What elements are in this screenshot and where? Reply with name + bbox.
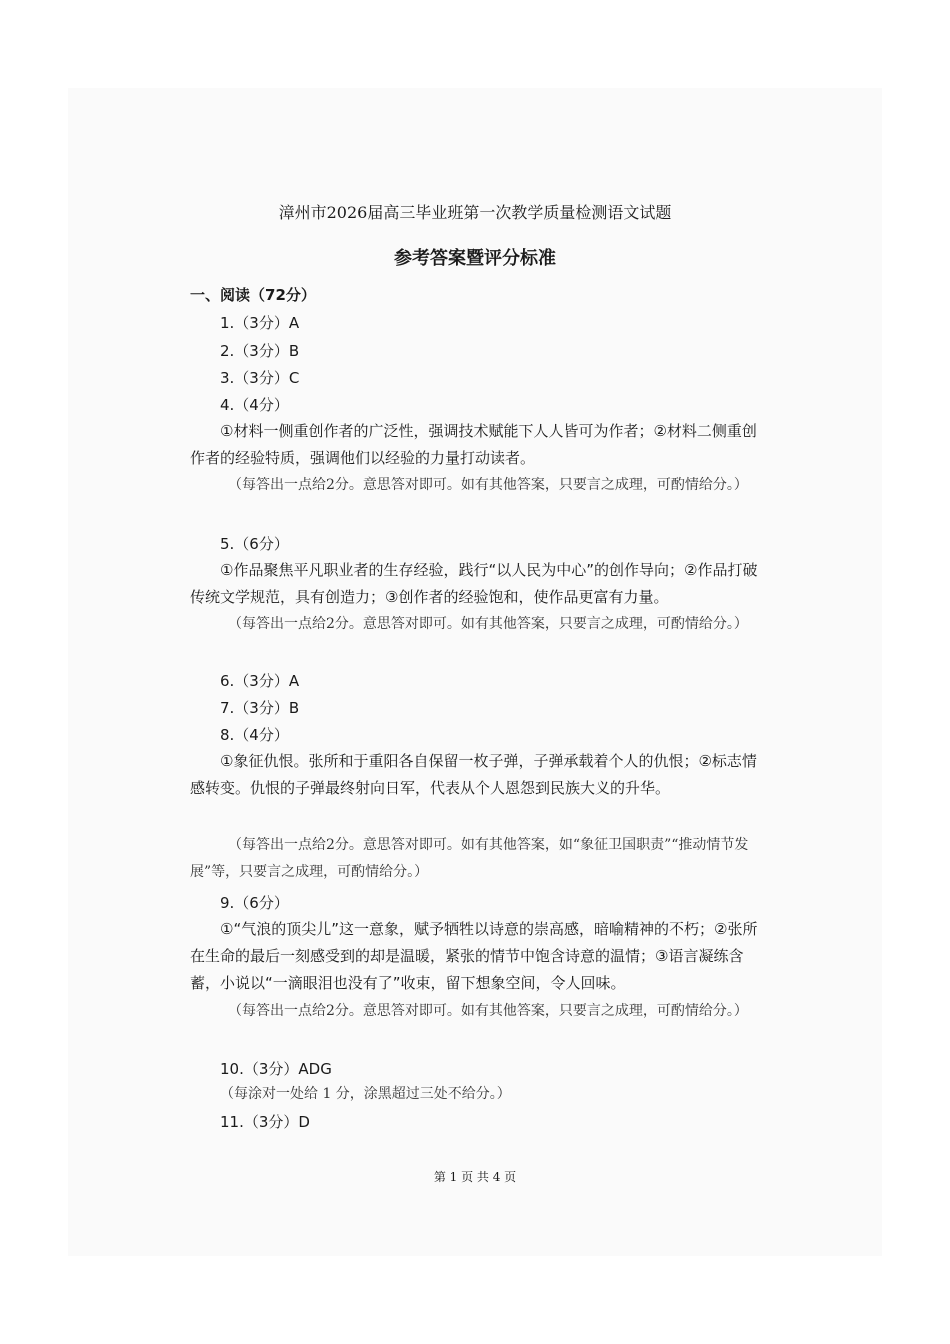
answer-q2: 2.（3分）B — [220, 342, 300, 360]
document-title: 漳州市2026届高三毕业班第一次教学质量检测语文试题 — [278, 203, 672, 222]
answer-q8-text: ①象征仇恨。张所和于重阳各自保留一枚子弹，子弹承载着个人的仇恨；②标志情感转变。仇恨的子弹最终射向日军，代表从个人恩怨到民族大义的升华。 — [190, 752, 757, 797]
scoring-note-q8: （每答出一点给2分。意思答对即可。如有其他答案，如“象征卫国职责”“推动情节发展”等，只要言之成理，可酌情给分。） — [190, 837, 749, 880]
answer-q9-heading: 9.（6分） — [220, 894, 289, 912]
answer-q4-heading: 4.（4分） — [220, 396, 289, 414]
section-heading: 一、阅读（72分） — [190, 286, 316, 304]
answer-q1: 1.（3分）A — [220, 314, 300, 332]
scoring-note-q5: （每答出一点给2分。意思答对即可。如有其他答案，只要言之成理，可酌情给分。） — [228, 616, 748, 632]
answer-q10: 10.（3分）ADG — [220, 1060, 332, 1078]
page-footer: 第 1 页 共 4 页 — [433, 1170, 517, 1184]
answer-q9-text: ①“气浪的顶尖儿”这一意象，赋予牺牲以诗意的崇高感，暗喻精神的不朽；②张所在生命的最后一刻感受到的却是温暖，紧张的情节中饱含诗意的温情；③语言凝练含蓄，小说以“一滴眼泪也没有了”收束，留下想象空间，令人回味。 — [190, 920, 758, 992]
answer-q6: 6.（3分）A — [220, 672, 300, 690]
answer-q7: 7.（3分）B — [220, 699, 300, 717]
scoring-note-q4: （每答出一点给2分。意思答对即可。如有其他答案，只要言之成理，可酌情给分。） — [228, 477, 748, 493]
scoring-note-q10: （每涂对一处给 1 分，涂黑超过三处不给分。） — [220, 1086, 511, 1102]
answer-q11: 11.（3分）D — [220, 1113, 310, 1131]
answer-q3: 3.（3分）C — [220, 369, 300, 387]
scoring-note-q9: （每答出一点给2分。意思答对即可。如有其他答案，只要言之成理，可酌情给分。） — [228, 1003, 748, 1019]
answer-q8-heading: 8.（4分） — [220, 726, 289, 744]
answer-q4-text: ①材料一侧重创作者的广泛性，强调技术赋能下人人皆可为作者；②材料二侧重创作者的经验特质，强调他们以经验的力量打动读者。 — [190, 422, 757, 467]
answer-q5-heading: 5.（6分） — [220, 535, 289, 553]
document-subtitle: 参考答案暨评分标准 — [394, 248, 556, 269]
answer-q5-text: ①作品聚焦平凡职业者的生存经验，践行“以人民为中心”的创作导向；②作品打破传统文学规范，具有创造力；③创作者的经验饱和，使作品更富有力量。 — [190, 561, 758, 606]
